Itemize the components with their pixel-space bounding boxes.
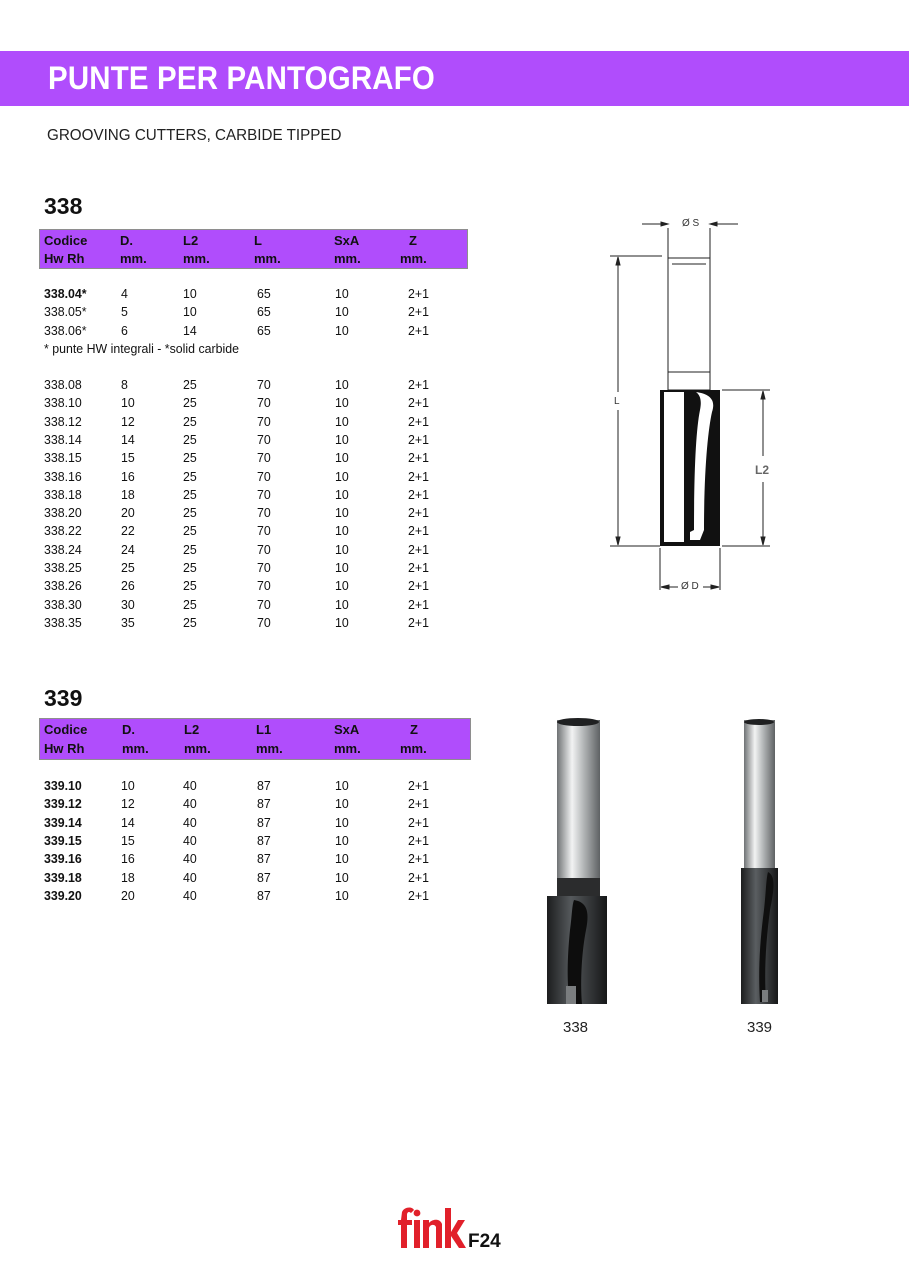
code-cell: 338.06* [44, 322, 87, 338]
table-row [0, 468, 470, 486]
diameter-cell: 26 [121, 578, 135, 594]
z-cell: 2+1 [408, 413, 429, 429]
z-cell: 2+1 [408, 304, 429, 320]
z-cell: 2+1 [408, 560, 429, 575]
col-z-header: Z [410, 722, 418, 737]
col-sxa-header: SxA [334, 233, 360, 248]
l2-cell: 25 [183, 578, 197, 594]
table-row [0, 832, 470, 850]
z-cell: 2+1 [408, 814, 429, 830]
z-cell: 2+1 [408, 832, 429, 848]
length-cell: 70 [257, 450, 271, 466]
z-cell: 2+1 [408, 869, 429, 885]
l2-cell: 25 [183, 413, 197, 429]
length-cell: 70 [257, 578, 271, 594]
z-cell: 2+1 [408, 778, 429, 793]
table-338-header [39, 229, 468, 269]
diameter-cell: 20 [121, 887, 135, 903]
table-row [0, 850, 470, 868]
sxa-cell: 10 [335, 560, 349, 575]
l2-cell: 25 [183, 468, 197, 484]
col-l2-header: L2 [184, 722, 200, 737]
length-cell: 70 [257, 486, 271, 502]
page-subtitle: GROOVING CUTTERS, CARBIDE TIPPED [47, 127, 342, 144]
sxa-cell: 10 [335, 286, 349, 301]
col-sxa-unit: mm. [334, 741, 361, 756]
code-cell: 338.10 [44, 395, 82, 411]
code-cell: 338.04* [44, 286, 87, 301]
l2-cell: 25 [183, 560, 197, 575]
table-row [0, 614, 470, 632]
length-cell: 70 [257, 505, 271, 521]
diameter-cell: 12 [121, 796, 135, 812]
col-z-header: Z [409, 233, 417, 248]
col-d-header: D. [120, 233, 133, 248]
table-row [0, 504, 470, 522]
z-cell: 2+1 [408, 395, 429, 411]
page-title: PUNTE PER PANTOGRAFO [48, 60, 435, 96]
code-cell: 339.12 [44, 796, 82, 812]
l2-cell: 25 [183, 505, 197, 521]
table-row [0, 795, 470, 813]
l2-cell: 40 [183, 778, 197, 793]
l2-cell: 25 [183, 614, 197, 630]
code-cell: 339.15 [44, 832, 82, 848]
table-row [0, 449, 470, 467]
col-l-unit: mm. [254, 251, 281, 266]
diameter-cell: 20 [121, 505, 135, 521]
diameter-cell: 16 [121, 851, 135, 867]
code-cell: 338.12 [44, 413, 82, 429]
table-row [0, 413, 470, 431]
diameter-cell: 16 [121, 468, 135, 484]
z-cell: 2+1 [408, 486, 429, 502]
code-cell: 338.24 [44, 541, 82, 557]
l2-cell: 25 [183, 431, 197, 447]
code-cell: 338.14 [44, 431, 82, 447]
page-code: F24 [468, 1231, 501, 1252]
diameter-cell: 10 [121, 778, 135, 793]
l2-cell: 14 [183, 322, 197, 338]
diameter-cell: 10 [121, 395, 135, 411]
col-code-header: Codice [44, 722, 88, 737]
z-cell: 2+1 [408, 851, 429, 867]
z-cell: 2+1 [408, 468, 429, 484]
table-row [0, 303, 470, 321]
length-cell: 70 [257, 413, 271, 429]
sxa-cell: 10 [335, 468, 349, 484]
code-cell: 338.25 [44, 560, 82, 575]
diameter-cell: 4 [121, 286, 128, 301]
z-cell: 2+1 [408, 505, 429, 521]
cutter-diameter-label: Ø D [681, 581, 699, 592]
code-cell: 339.14 [44, 814, 82, 830]
code-cell: 338.16 [44, 468, 82, 484]
code-cell: 338.18 [44, 486, 82, 502]
diameter-cell: 6 [121, 322, 128, 338]
l2-cell: 25 [183, 450, 197, 466]
length-cell: 87 [257, 832, 271, 848]
diameter-cell: 18 [121, 869, 135, 885]
table-row [0, 541, 470, 559]
sxa-cell: 10 [335, 523, 349, 539]
cutter-technical-drawing [600, 215, 780, 600]
z-cell: 2+1 [408, 578, 429, 594]
length-cell: 87 [257, 796, 271, 812]
col-l2-unit: mm. [184, 741, 211, 756]
l2-cell: 40 [183, 832, 197, 848]
table-row [0, 486, 470, 504]
l2-cell: 25 [183, 486, 197, 502]
sxa-cell: 10 [335, 814, 349, 830]
photo-338-caption: 338 [563, 1019, 589, 1036]
diameter-cell: 8 [121, 377, 128, 392]
sxa-cell: 10 [335, 887, 349, 903]
l2-cell: 25 [183, 395, 197, 411]
col-sxa-unit: mm. [334, 251, 361, 266]
sxa-cell: 10 [335, 778, 349, 793]
l2-cell: 40 [183, 869, 197, 885]
z-cell: 2+1 [408, 887, 429, 903]
col-l1-header: L1 [256, 722, 272, 737]
diameter-cell: 15 [121, 832, 135, 848]
col-code-subheader: Hw Rh [44, 251, 85, 266]
sxa-cell: 10 [335, 869, 349, 885]
col-d-header: D. [122, 722, 135, 737]
sxa-cell: 10 [335, 614, 349, 630]
z-cell: 2+1 [408, 596, 429, 612]
section-338-number: 338 [44, 193, 83, 219]
z-cell: 2+1 [408, 614, 429, 630]
code-cell: 339.16 [44, 851, 82, 867]
l2-cell: 25 [183, 596, 197, 612]
code-cell: 338.30 [44, 596, 82, 612]
sxa-cell: 10 [335, 851, 349, 867]
diameter-cell: 35 [121, 614, 135, 630]
diameter-cell: 5 [121, 304, 128, 320]
l2-cell: 25 [183, 377, 197, 392]
sxa-cell: 10 [335, 450, 349, 466]
col-l2-unit: mm. [183, 251, 210, 266]
sxa-cell: 10 [335, 578, 349, 594]
table-row [0, 869, 470, 887]
length-cell: 65 [257, 304, 271, 320]
length-cell: 87 [257, 869, 271, 885]
section-339-number: 339 [44, 685, 83, 711]
length-cell: 65 [257, 286, 271, 301]
diameter-cell: 14 [121, 431, 135, 447]
table-row [0, 887, 470, 905]
diameter-cell: 15 [121, 450, 135, 466]
col-l2-header: L2 [183, 233, 199, 248]
length-cell: 70 [257, 541, 271, 557]
l2-cell: 40 [183, 796, 197, 812]
photo-339-caption: 339 [747, 1019, 773, 1036]
shank-diameter-label: Ø S [682, 218, 700, 229]
diameter-cell: 25 [121, 560, 135, 575]
length-cell: 70 [257, 614, 271, 630]
l2-cell: 25 [183, 523, 197, 539]
sxa-cell: 10 [335, 413, 349, 429]
fink-logo [398, 1206, 466, 1251]
diameter-cell: 14 [121, 814, 135, 830]
col-d-unit: mm. [122, 741, 149, 756]
z-cell: 2+1 [408, 523, 429, 539]
col-code-header: Codice [44, 233, 88, 248]
l2-cell: 40 [183, 851, 197, 867]
col-d-unit: mm. [120, 251, 147, 266]
table-row [0, 376, 470, 394]
sxa-cell: 10 [335, 486, 349, 502]
col-sxa-header: SxA [334, 722, 360, 737]
l2-cell: 40 [183, 887, 197, 903]
length-cell: 65 [257, 322, 271, 338]
table-row [0, 777, 470, 795]
diameter-cell: 18 [121, 486, 135, 502]
diameter-cell: 22 [121, 523, 135, 539]
cutter-339-photo [735, 712, 785, 1012]
sxa-cell: 10 [335, 395, 349, 411]
length-cell: 70 [257, 431, 271, 447]
length-cell: 70 [257, 468, 271, 484]
sxa-cell: 10 [335, 431, 349, 447]
solid-carbide-note: * punte HW integrali - *solid carbide [44, 341, 239, 356]
length-cell: 70 [257, 523, 271, 539]
table-row [0, 522, 470, 540]
length-cell: 87 [257, 887, 271, 903]
code-cell: 338.35 [44, 614, 82, 630]
length-cell: 70 [257, 377, 271, 392]
z-cell: 2+1 [408, 450, 429, 466]
sxa-cell: 10 [335, 377, 349, 392]
z-cell: 2+1 [408, 286, 429, 301]
diameter-cell: 24 [121, 541, 135, 557]
code-cell: 338.15 [44, 450, 82, 466]
table-row [0, 322, 470, 340]
sxa-cell: 10 [335, 796, 349, 812]
l2-cell: 40 [183, 814, 197, 830]
code-cell: 339.18 [44, 869, 82, 885]
col-z-unit: mm. [400, 251, 427, 266]
length-cell: 87 [257, 851, 271, 867]
length-cell: 87 [257, 814, 271, 830]
sxa-cell: 10 [335, 596, 349, 612]
code-cell: 338.22 [44, 523, 82, 539]
table-row [0, 559, 470, 577]
cut-length-label: L2 [755, 463, 770, 477]
cutter-338-photo [540, 712, 620, 1012]
length-cell: 70 [257, 560, 271, 575]
length-cell: 70 [257, 395, 271, 411]
diameter-cell: 30 [121, 596, 135, 612]
sxa-cell: 10 [335, 505, 349, 521]
length-cell: 70 [257, 596, 271, 612]
code-cell: 338.05* [44, 304, 87, 320]
l2-cell: 10 [183, 304, 197, 320]
sxa-cell: 10 [335, 832, 349, 848]
table-row [0, 596, 470, 614]
length-cell: 87 [257, 778, 271, 793]
table-row [0, 431, 470, 449]
col-l1-unit: mm. [256, 741, 283, 756]
l2-cell: 10 [183, 286, 197, 301]
table-row [0, 394, 470, 412]
table-row [0, 814, 470, 832]
sxa-cell: 10 [335, 322, 349, 338]
z-cell: 2+1 [408, 431, 429, 447]
z-cell: 2+1 [408, 322, 429, 338]
col-z-unit: mm. [400, 741, 427, 756]
code-cell: 339.10 [44, 778, 82, 793]
col-code-subheader: Hw Rh [44, 741, 85, 756]
z-cell: 2+1 [408, 541, 429, 557]
col-l-header: L [254, 233, 262, 248]
z-cell: 2+1 [408, 377, 429, 392]
table-row [0, 577, 470, 595]
code-cell: 339.20 [44, 887, 82, 903]
table-row [0, 285, 470, 303]
l2-cell: 25 [183, 541, 197, 557]
sxa-cell: 10 [335, 304, 349, 320]
z-cell: 2+1 [408, 796, 429, 812]
sxa-cell: 10 [335, 541, 349, 557]
code-cell: 338.08 [44, 377, 82, 392]
diameter-cell: 12 [121, 413, 135, 429]
code-cell: 338.26 [44, 578, 82, 594]
length-label: L [614, 396, 620, 407]
table-339-header [39, 718, 471, 760]
code-cell: 338.20 [44, 505, 82, 521]
